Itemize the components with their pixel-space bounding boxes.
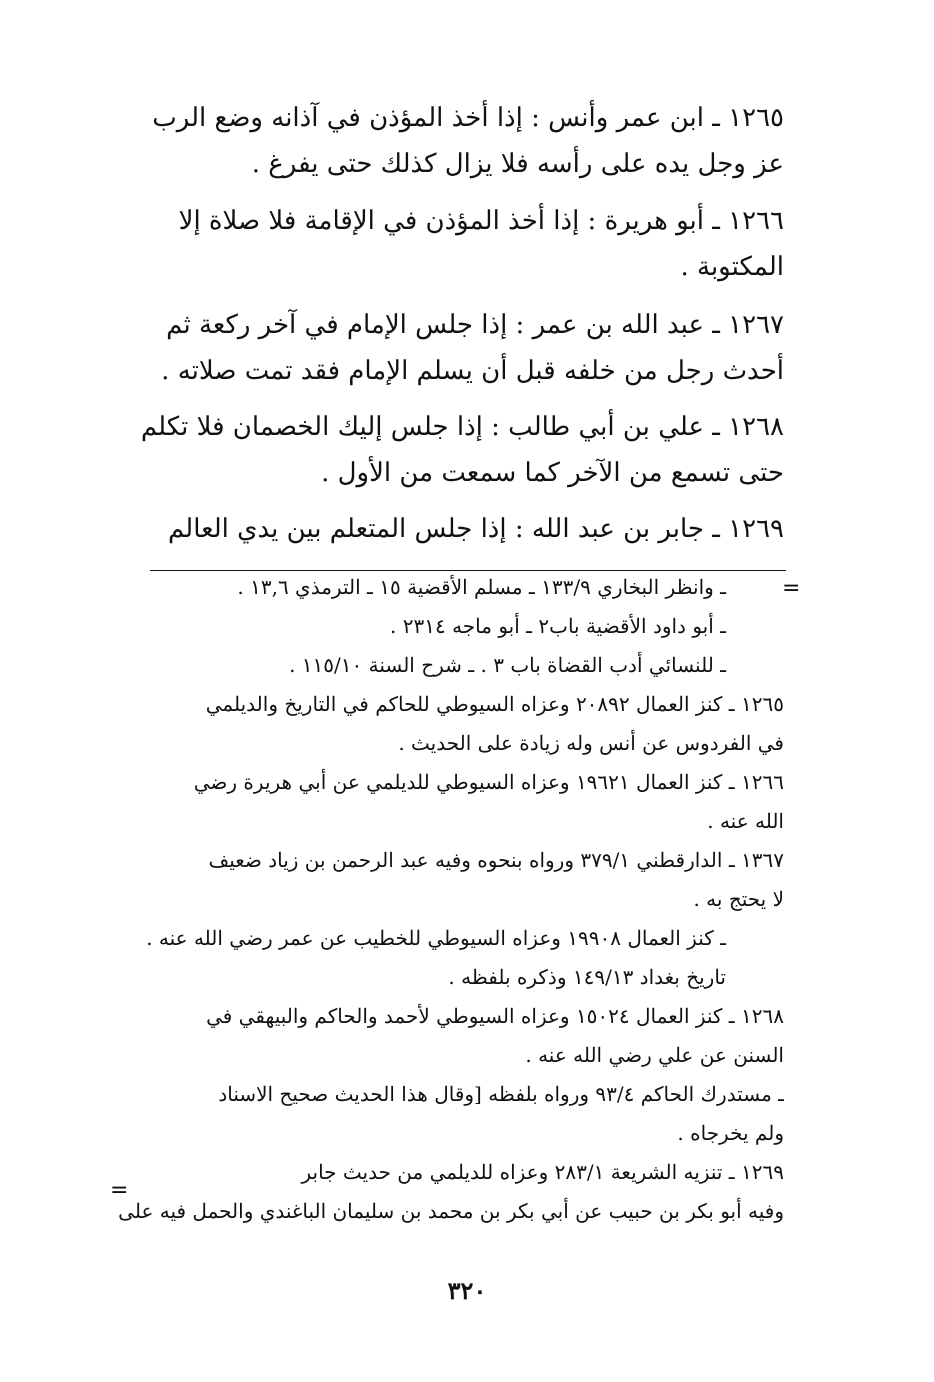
footnote-line: السنن عن علي رضي الله عنه . (525, 1043, 784, 1067)
hadith-entry-1266 (112, 198, 784, 290)
footnote-line: ـ للنسائي أدب القضاة باب ٣ . ـ شرح السنة ١١٥/١٠ . (289, 653, 726, 677)
footnote-line: ولم يخرجاه . (677, 1121, 784, 1145)
footnote-line: ١٣٦٧ ـ الدارقطني ٣٧٩/١ ورواه بنحوه وفيه عبد الرحمن بن زياد ضعيف (208, 848, 784, 872)
hadith-entry-1265 (112, 95, 784, 187)
continuation-mark-top: = (782, 576, 801, 601)
entry-line: أحدث رجل من خلفه قبل أن يسلم الإمام فقد تمت صلاته . (161, 356, 784, 386)
footnote-line: ـ مستدرك الحاكم ٩٣/٤ ورواه بلفظه [وقال هذا الحديث صحيح الاسناد (218, 1082, 784, 1106)
footnote-line: ـ كنز العمال ١٩٩٠٨ وعزاه السيوطي للخطيب عن عمر رضي الله عنه . (146, 926, 726, 950)
footnote-line: تاريخ بغداد ١٤٩/١٣ وذكره بلفظه . (448, 965, 726, 989)
footnote-line: ـ أبو داود الأقضية باب٢ ـ أبو ماجه ٢٣١٤ . (390, 614, 726, 638)
footnote-line: وفيه أبو بكر بن حبيب عن أبي بكر بن محمد بن سليمان الباغندي والحمل فيه على (118, 1199, 784, 1223)
footnote-line: ـ وانظر البخاري ١٣٣/٩ ـ مسلم الأقضية ١٥ ـ الترمذي ١٣,٦ . (237, 575, 726, 599)
hadith-entry-1267 (112, 302, 784, 394)
footnote-line: لا يحتج به . (693, 887, 784, 911)
footnote-line: الله عنه . (707, 809, 784, 833)
entry-line: حتى تسمع من الآخر كما سمعت من الأول . (321, 458, 784, 488)
continuation-mark-bottom: = (110, 1178, 129, 1203)
footnote-line: ١٢٦٥ ـ كنز العمال ٢٠٨٩٢ وعزاه السيوطي للحاكم في التاريخ والديلمي (205, 692, 784, 716)
hadith-entry-1268 (112, 404, 784, 496)
entry-line: عز وجل يده على رأسه فلا يزال كذلك حتى يفرغ . (251, 149, 784, 179)
footnote-line: في الفردوس عن أنس وله زيادة على الحديث . (398, 731, 784, 755)
footnote-line: ١٢٦٨ ـ كنز العمال ١٥٠٢٤ وعزاه السيوطي لأحمد والحاكم والبيهقي في (206, 1004, 784, 1028)
entry-line: ١٢٦٨ ـ علي بن أبي طالب : إذا جلس إليك الخصمان فلا تكلم (140, 412, 784, 442)
entry-line: المكتوبة . (680, 252, 784, 282)
entry-line: ١٢٦٦ ـ أبو هريرة : إذا أخذ المؤذن في الإقامة فلا صلاة إلا (178, 206, 784, 236)
entry-line: ١٢٦٥ ـ ابن عمر وأنس : إذا أخذ المؤذن في آذانه وضع الرب (152, 103, 784, 133)
footnote-line: ١٢٦٦ ـ كنز العمال ١٩٦٢١ وعزاه السيوطي للديلمي عن أبي هريرة رضي (193, 770, 784, 794)
page-number: ٣٢٠ (447, 1276, 487, 1305)
entry-line: ١٢٦٧ ـ عبد الله بن عمر : إذا جلس الإمام في آخر ركعة ثم (166, 310, 784, 340)
footnote-line: ١٢٦٩ ـ تنزيه الشريعة ٢٨٣/١ وعزاه للديلمي من حديث جابر (301, 1160, 784, 1184)
entry-line: ١٢٦٩ ـ جابر بن عبد الله : إذا جلس المتعلم بين يدي العالم (168, 514, 784, 544)
footnotes (112, 568, 784, 1231)
hadith-entry-1269 (112, 506, 784, 552)
